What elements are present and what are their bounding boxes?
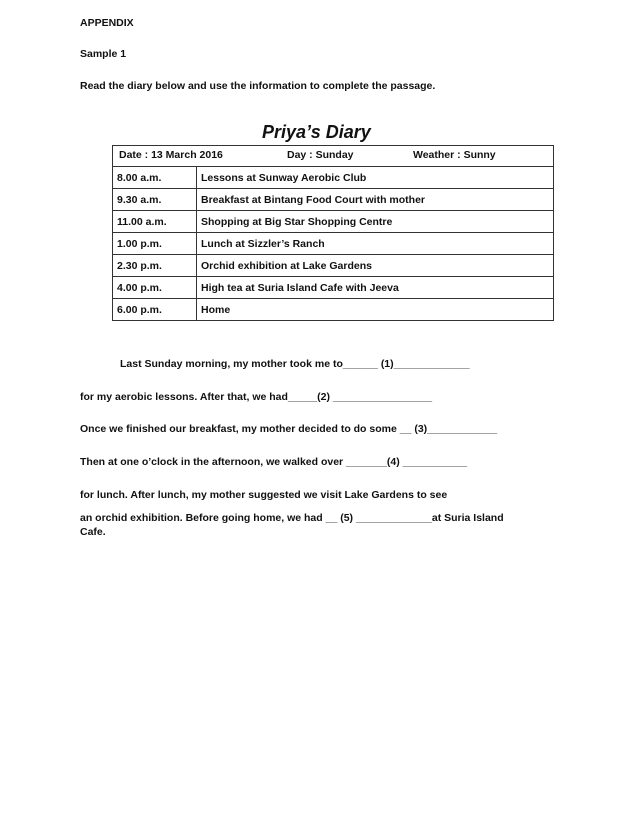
diary-day: Day : Sunday [287, 149, 354, 161]
diary-date: Date : 13 March 2016 [119, 149, 223, 161]
diary-entry-row [113, 233, 554, 255]
entry-time: 6.00 p.m. [113, 299, 197, 321]
diary-entry-row [113, 255, 554, 277]
passage-line-1: Last Sunday morning, my mother took me to______ (1)_____________ [120, 358, 470, 370]
diary-title-text: Priya’s Diary [262, 122, 371, 142]
entry-activity: Breakfast at Bintang Food Court with mother [197, 189, 554, 211]
appendix-heading: APPENDIX [80, 17, 134, 29]
diary-weather: Weather : Sunny [413, 149, 496, 161]
entry-activity: High tea at Suria Island Cafe with Jeeva [197, 277, 554, 299]
entry-time: 8.00 a.m. [113, 167, 197, 189]
passage-line-7: Cafe. [80, 526, 106, 538]
diary-entry-row [113, 167, 554, 189]
entry-activity: Lessons at Sunway Aerobic Club [197, 167, 554, 189]
passage-line-4: Then at one o’clock in the afternoon, we walked over _______(4) ___________ [80, 456, 467, 468]
passage-line-6: an orchid exhibition. Before going home, we had __ (5) _____________at Suria Island [80, 512, 504, 524]
entry-time: 11.00 a.m. [113, 211, 197, 233]
passage-line-5: for lunch. After lunch, my mother suggested we visit Lake Gardens to see [80, 489, 448, 501]
diary-entry-row [113, 211, 554, 233]
entry-time: 9.30 a.m. [113, 189, 197, 211]
entry-activity: Home [197, 299, 554, 321]
entry-activity: Shopping at Big Star Shopping Centre [197, 211, 554, 233]
entry-activity: Lunch at Sizzler’s Ranch [197, 233, 554, 255]
entry-time: 1.00 p.m. [113, 233, 197, 255]
entry-activity: Orchid exhibition at Lake Gardens [197, 255, 554, 277]
diary-entry-row [113, 189, 554, 211]
passage-line-2: for my aerobic lessons. After that, we had_____(2) _________________ [80, 391, 433, 403]
diary-entry-row [113, 277, 554, 299]
diary-header-cell [113, 146, 554, 167]
instruction-text: Read the diary below and use the information to complete the passage. [80, 80, 436, 92]
diary-entry-row [113, 299, 554, 321]
diary-table [112, 145, 554, 321]
sample-label: Sample 1 [80, 48, 127, 60]
passage-line-3: Once we finished our breakfast, my mother decided to do some __ (3)____________ [80, 423, 498, 435]
entry-time: 2.30 p.m. [113, 255, 197, 277]
entry-time: 4.00 p.m. [113, 277, 197, 299]
diary-header-row [113, 146, 554, 167]
